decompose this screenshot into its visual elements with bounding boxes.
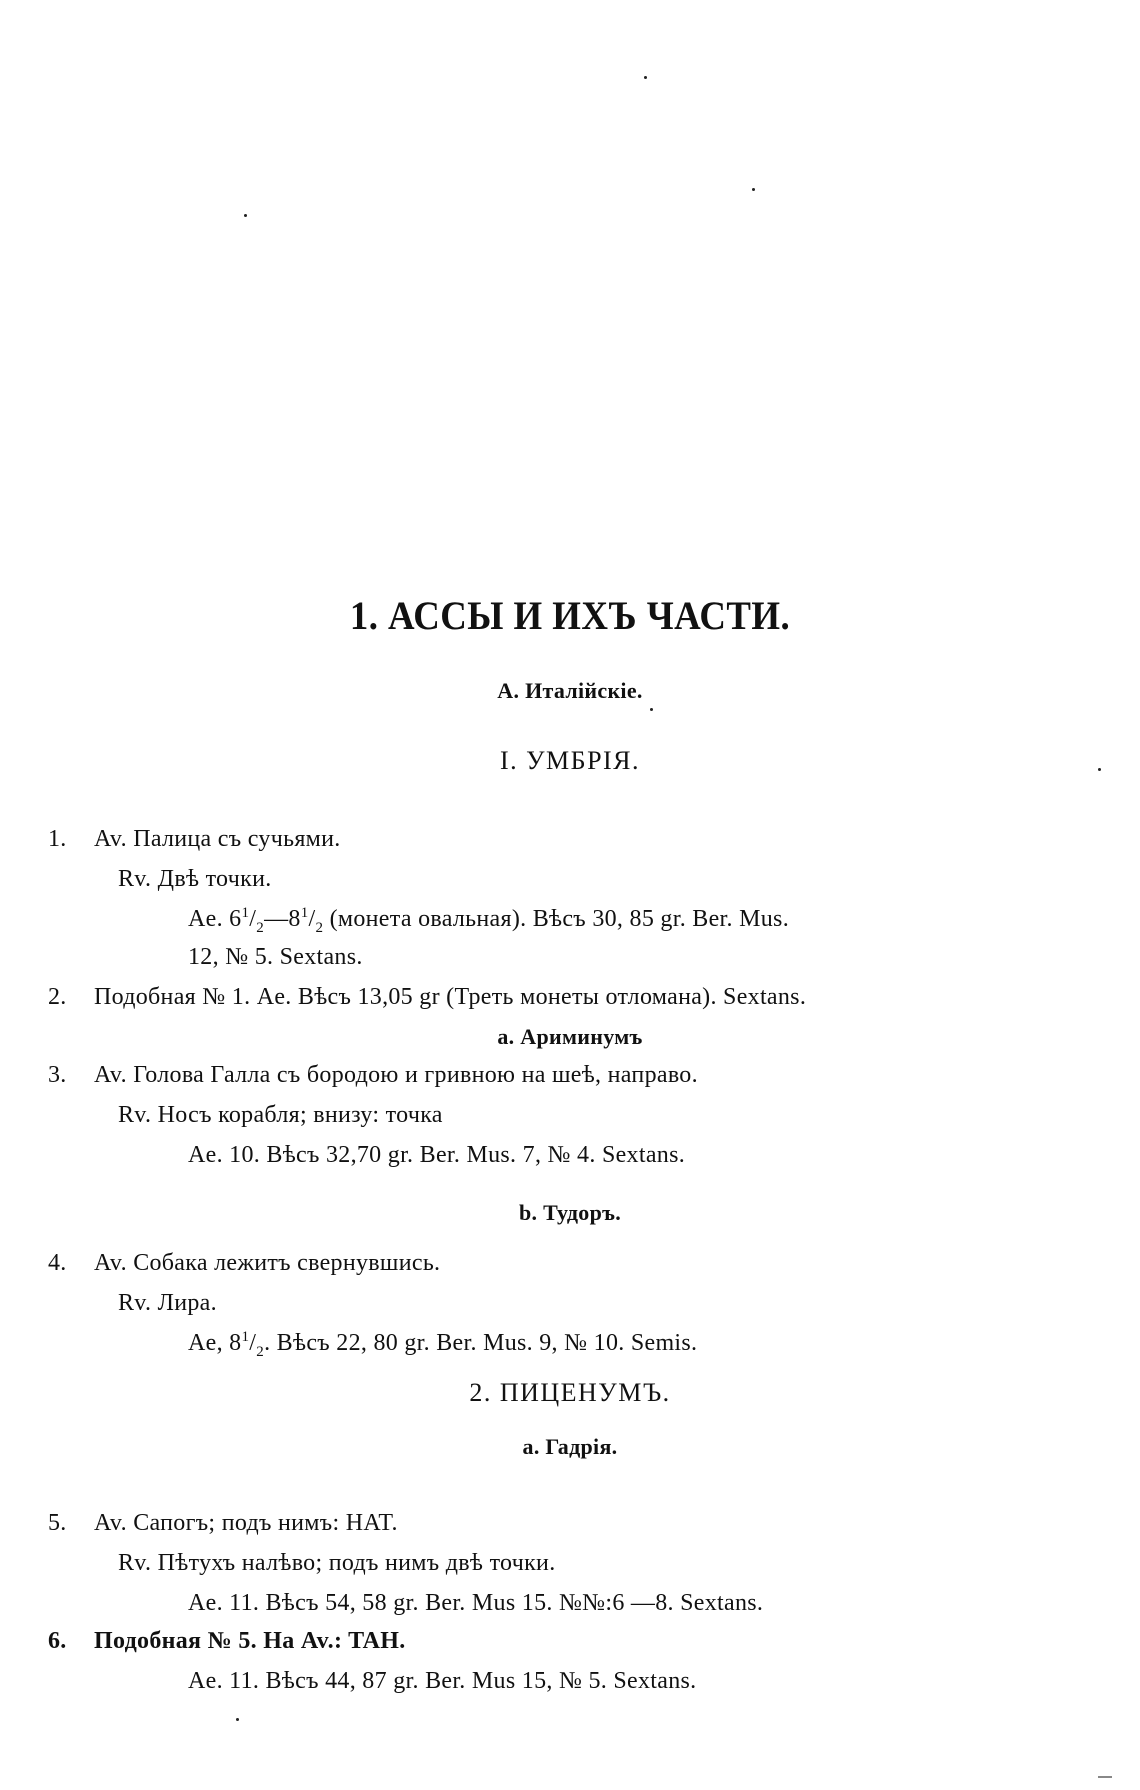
entry-obverse: Av. Собака лежитъ свернувшись. — [94, 1250, 441, 1276]
fraction-numerator: 1 — [241, 905, 250, 921]
region-heading: 2. ПИЦЕНУМЪ. — [469, 1378, 671, 1407]
meta-text: . Вѣсъ 22, 80 gr. Ber. Mus. 9, № 10. Semis. — [264, 1330, 698, 1356]
entry-metadata: Ae. 11. Вѣсъ 54, 58 gr. Ber. Mus 15. №№:6 —8. Sextans. — [188, 1590, 764, 1616]
region-heading: I. УМБРІЯ. — [499, 746, 641, 775]
entry-number: 2. — [48, 984, 67, 1010]
scan-speck — [644, 76, 647, 79]
entry-text: Подобная № 1. Ae. Вѣсъ 13,05 gr (Треть монеты отломана). Sextans. — [94, 984, 807, 1010]
entry-text: Подобная № 5. На Av.: TAH. — [94, 1628, 406, 1654]
section-heading: А. Италійскіе. — [497, 678, 643, 703]
fraction-numerator: 1 — [300, 905, 309, 921]
scan-speck — [244, 214, 247, 217]
entry-reverse: Rv. Двѣ точки. — [118, 866, 272, 892]
fraction-denominator: 2 — [315, 919, 324, 936]
entry-number: 6. — [48, 1628, 67, 1654]
entry-obverse: Av. Сапогъ; подъ нимъ: HAT. — [94, 1510, 398, 1536]
meta-text: Ae. 6 — [188, 906, 242, 932]
entry-metadata: Ae. 10. Вѣсъ 32,70 gr. Ber. Mus. 7, № 4. Sextans. — [188, 1142, 686, 1168]
fraction-denominator: 2 — [256, 919, 265, 936]
entry-metadata: Ae, $8^1/_2$. Вѣсъ 22, 80 gr. Ber. Mus. 9, № 10. Semis. — [188, 1329, 698, 1360]
entry-metadata: Ae. 11. Вѣсъ 44, 87 gr. Ber. Mus 15, № 5. Sextans. — [188, 1668, 697, 1694]
subsection-heading: a. Гадрія. — [522, 1434, 618, 1459]
entry-number: 3. — [48, 1062, 67, 1088]
scan-speck — [650, 708, 653, 711]
scan-mark — [1098, 1776, 1112, 1778]
entry-metadata: 12, № 5. Sextans. — [188, 944, 363, 970]
page-title: 1. АССЫ И ИХЪ ЧАСТИ. — [349, 593, 791, 638]
entry-obverse: Av. Голова Галла съ бородою и гривною на шеѣ, направо. — [94, 1062, 698, 1088]
meta-text: —8 — [264, 906, 301, 932]
fraction-denominator: 2 — [256, 1343, 265, 1360]
entry-obverse: Av. Палица съ сучьями. — [94, 826, 341, 852]
entry-reverse: Rv. Носъ корабля; внизу: точка — [118, 1102, 443, 1128]
entry-number: 4. — [48, 1250, 67, 1276]
fraction-numerator: 1 — [241, 1329, 250, 1345]
meta-text: Ae, 8 — [188, 1330, 242, 1356]
subsection-heading: a. Ариминумъ — [497, 1024, 643, 1049]
entry-number: 5. — [48, 1510, 67, 1536]
subsection-heading: b. Тудоръ. — [518, 1200, 622, 1225]
meta-text: (монета овальная). Вѣсъ 30, 85 gr. Ber. Mus. — [323, 906, 789, 932]
entry-reverse: Rv. Пѣтухъ налѣво; подъ нимъ двѣ точки. — [118, 1550, 556, 1576]
entry-reverse: Rv. Лира. — [118, 1290, 217, 1316]
entry-metadata: Ae. $6^1/_2—8^1/_2$ (монета овальная). Вѣсъ 30, 85 gr. Ber. Mus. — [188, 905, 789, 936]
scan-speck — [236, 1718, 239, 1721]
scan-speck — [752, 188, 755, 191]
entry-number: 1. — [48, 826, 67, 852]
